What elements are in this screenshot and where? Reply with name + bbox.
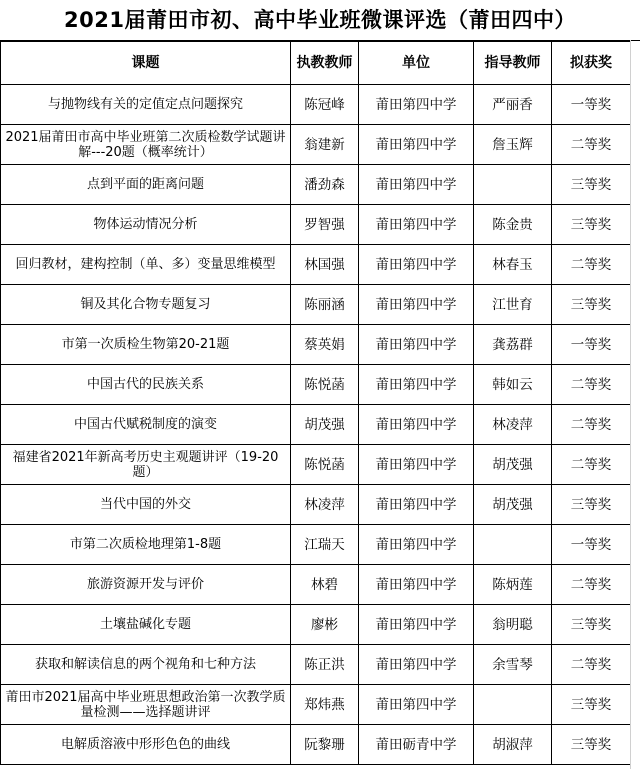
table-row xyxy=(1,685,631,725)
cell-unit[interactable]: 莆田第四中学 xyxy=(359,205,474,245)
cell-award[interactable]: 三等奖 xyxy=(552,285,631,325)
cell-topic[interactable]: 莆田市2021届高中毕业班思想政治第一次教学质量检测——选择题讲评 xyxy=(1,685,291,725)
table-row xyxy=(1,325,631,365)
cell-teacher[interactable]: 陈正洪 xyxy=(291,645,359,685)
cell-award[interactable]: 二等奖 xyxy=(552,245,631,285)
cell-topic[interactable]: 物体运动情况分析 xyxy=(1,205,291,245)
cell-advisor[interactable] xyxy=(474,685,552,725)
cell-advisor[interactable]: 胡茂强 xyxy=(474,445,552,485)
table-row xyxy=(1,165,631,205)
header-row xyxy=(1,42,631,85)
table-row xyxy=(1,245,631,285)
cell-advisor[interactable]: 余雪琴 xyxy=(474,645,552,685)
header-unit[interactable]: 单位 xyxy=(359,42,474,85)
cell-teacher[interactable]: 潘劲森 xyxy=(291,165,359,205)
cell-unit[interactable]: 莆田第四中学 xyxy=(359,165,474,205)
cell-teacher[interactable]: 陈冠峰 xyxy=(291,85,359,125)
table-row xyxy=(1,605,631,645)
table-row xyxy=(1,125,631,165)
cell-award[interactable]: 三等奖 xyxy=(552,485,631,525)
cell-unit[interactable]: 莆田第四中学 xyxy=(359,565,474,605)
table-row xyxy=(1,645,631,685)
cell-advisor[interactable]: 严丽香 xyxy=(474,85,552,125)
column-gridline xyxy=(630,40,640,769)
cell-topic[interactable]: 铜及其化合物专题复习 xyxy=(1,285,291,325)
table-row xyxy=(1,365,631,405)
header-topic[interactable]: 课题 xyxy=(1,42,291,85)
cell-unit[interactable]: 莆田第四中学 xyxy=(359,685,474,725)
cell-award[interactable]: 三等奖 xyxy=(552,685,631,725)
cell-award[interactable]: 二等奖 xyxy=(552,445,631,485)
cell-unit[interactable]: 莆田第四中学 xyxy=(359,605,474,645)
cell-unit[interactable]: 莆田第四中学 xyxy=(359,365,474,405)
cell-advisor[interactable]: 翁明聪 xyxy=(474,605,552,645)
cell-award[interactable]: 一等奖 xyxy=(552,85,631,125)
table-row xyxy=(1,445,631,485)
cell-unit[interactable]: 莆田第四中学 xyxy=(359,85,474,125)
cell-advisor[interactable] xyxy=(474,525,552,565)
cell-teacher[interactable]: 廖彬 xyxy=(291,605,359,645)
cell-unit[interactable]: 莆田第四中学 xyxy=(359,285,474,325)
cell-teacher[interactable]: 蔡英娟 xyxy=(291,325,359,365)
cell-award[interactable]: 三等奖 xyxy=(552,205,631,245)
cell-unit[interactable]: 莆田第四中学 xyxy=(359,325,474,365)
cell-topic[interactable]: 回归教材，建构控制（单、多）变量思维模型 xyxy=(1,245,291,285)
award-table xyxy=(0,41,631,765)
cell-award[interactable]: 三等奖 xyxy=(552,605,631,645)
cell-teacher[interactable]: 陈悦菡 xyxy=(291,445,359,485)
header-award[interactable]: 拟获奖 xyxy=(552,42,631,85)
cell-topic[interactable]: 市第二次质检地理第1-8题 xyxy=(1,525,291,565)
cell-advisor[interactable] xyxy=(474,165,552,205)
cell-topic[interactable]: 福建省2021年新高考历史主观题讲评（19-20题） xyxy=(1,445,291,485)
cell-topic[interactable]: 获取和解读信息的两个视角和七种方法 xyxy=(1,645,291,685)
header-advisor[interactable]: 指导教师 xyxy=(474,42,552,85)
cell-award[interactable]: 二等奖 xyxy=(552,565,631,605)
table-row xyxy=(1,525,631,565)
cell-unit[interactable]: 莆田第四中学 xyxy=(359,445,474,485)
cell-teacher[interactable]: 林碧 xyxy=(291,565,359,605)
cell-topic[interactable]: 市第一次质检生物第20-21题 xyxy=(1,325,291,365)
cell-unit[interactable]: 莆田第四中学 xyxy=(359,525,474,565)
table-row xyxy=(1,725,631,765)
cell-topic[interactable]: 2021届莆田市高中毕业班第二次质检数学试题讲解---20题（概率统计） xyxy=(1,125,291,165)
cell-unit[interactable]: 莆田砺青中学 xyxy=(359,725,474,765)
cell-advisor[interactable]: 江世育 xyxy=(474,285,552,325)
cell-teacher[interactable]: 罗智强 xyxy=(291,205,359,245)
cell-award[interactable]: 一等奖 xyxy=(552,525,631,565)
table-row xyxy=(1,565,631,605)
table-body xyxy=(1,85,631,765)
cell-award[interactable]: 三等奖 xyxy=(552,725,631,765)
cell-advisor[interactable]: 胡淑萍 xyxy=(474,725,552,765)
cell-topic[interactable]: 电解质溶液中形形色色的曲线 xyxy=(1,725,291,765)
cell-topic[interactable]: 旅游资源开发与评价 xyxy=(1,565,291,605)
cell-teacher[interactable]: 林国强 xyxy=(291,245,359,285)
cell-award[interactable]: 三等奖 xyxy=(552,165,631,205)
cell-topic[interactable]: 中国古代赋税制度的演变 xyxy=(1,405,291,445)
header-teacher[interactable]: 执教教师 xyxy=(291,42,359,85)
cell-teacher[interactable]: 阮黎珊 xyxy=(291,725,359,765)
table-row xyxy=(1,85,631,125)
table-row xyxy=(1,285,631,325)
cell-topic[interactable]: 当代中国的外交 xyxy=(1,485,291,525)
cell-advisor[interactable]: 林凌萍 xyxy=(474,405,552,445)
cell-advisor[interactable]: 詹玉辉 xyxy=(474,125,552,165)
cell-advisor[interactable]: 龚荔群 xyxy=(474,325,552,365)
cell-teacher[interactable]: 林凌萍 xyxy=(291,485,359,525)
cell-award[interactable]: 二等奖 xyxy=(552,125,631,165)
cell-unit[interactable]: 莆田第四中学 xyxy=(359,125,474,165)
cell-award[interactable]: 二等奖 xyxy=(552,405,631,445)
cell-advisor[interactable]: 林春玉 xyxy=(474,245,552,285)
cell-award[interactable]: 二等奖 xyxy=(552,365,631,405)
cell-unit[interactable]: 莆田第四中学 xyxy=(359,645,474,685)
cell-unit[interactable]: 莆田第四中学 xyxy=(359,405,474,445)
cell-topic[interactable]: 与抛物线有关的定值定点问题探究 xyxy=(1,85,291,125)
cell-teacher[interactable]: 郑炜燕 xyxy=(291,685,359,725)
cell-award[interactable]: 一等奖 xyxy=(552,325,631,365)
cell-unit[interactable]: 莆田第四中学 xyxy=(359,245,474,285)
cell-advisor[interactable]: 陈金贵 xyxy=(474,205,552,245)
cell-teacher[interactable]: 翁建新 xyxy=(291,125,359,165)
cell-topic[interactable]: 点到平面的距离问题 xyxy=(1,165,291,205)
table-row xyxy=(1,485,631,525)
cell-advisor[interactable]: 胡茂强 xyxy=(474,485,552,525)
table-row xyxy=(1,205,631,245)
cell-award[interactable]: 二等奖 xyxy=(552,645,631,685)
cell-advisor[interactable]: 陈炳莲 xyxy=(474,565,552,605)
cell-topic[interactable]: 土壤盐碱化专题 xyxy=(1,605,291,645)
sheet-title: 2021届莆田市初、高中毕业班微课评选（莆田四中） xyxy=(0,0,640,41)
cell-teacher[interactable]: 江瑞天 xyxy=(291,525,359,565)
cell-topic[interactable]: 中国古代的民族关系 xyxy=(1,365,291,405)
cell-teacher[interactable]: 胡茂强 xyxy=(291,405,359,445)
cell-unit[interactable]: 莆田第四中学 xyxy=(359,485,474,525)
cell-teacher[interactable]: 陈丽涵 xyxy=(291,285,359,325)
cell-advisor[interactable]: 韩如云 xyxy=(474,365,552,405)
table-row xyxy=(1,405,631,445)
cell-teacher[interactable]: 陈悦菡 xyxy=(291,365,359,405)
